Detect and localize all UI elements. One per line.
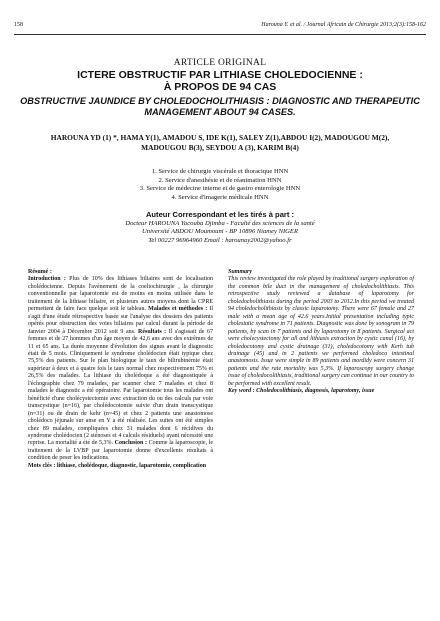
- keywords-fr-text: lithiase, cholédoque, diagnostic, laparotomie, complication: [55, 462, 207, 469]
- affiliation-4: 4. Service d'imagerie médicale HNN: [171, 193, 269, 201]
- conclusion-label: Conclusion :: [114, 440, 147, 447]
- author-list: HAROUNA YD (1) *, HAMA Y(1), AMADOU S, IDE K(1), SALEY Z(1),ABDOU I(2), MADOUGOU M(2), MADOUGOU B(3), SEYDOU A (3), KARIM B(4): [50, 133, 390, 152]
- title-french-line2: À PROPOS DE 94 CAS: [163, 81, 277, 93]
- summary-text: This review investigated the role played by traditional surgery exploration of the common bile duct in the management of choledocholithiasis. This retrospective study reviewed a database of laparotomy for choledocholithiasis during the period 2003 to 2012.In this period we treated 94 choledocholithiasis by classic laparotomy. There were 67 female and 27 male with a mean age of 42.6 years.Initial presentation including typic cholestatic syndrome in 71 patients. Diagnostic was done by sonogram in 79 patients, by scan in 7 patients and by laparotomy in 8 patients. Surgical act were cholecystectomy for all and lithiasis extraction by cystic canal (16), by choledocotomy and cystic drainage (31), choledocotomy with Kerh tub drainage (45) and in 2 patients we performed choledoco intestinal anastomosis. Issue were simple in 89 patients and mordidy were concern 31 patients and the rate mortality was 5,3%. If laparoscopy surgery change issue of choledocolithiasis, traditional surgery can continue in our country to be performed with excellent result.: [228, 276, 414, 387]
- results-text: Il s'agissait de 67 femmes et de 27 hommes d'un âge moyen de 42,6 ans avec des extrêmes de 11 et 65 ans. La durée moyenne d'évolution des signes avant le diagnostic était de 5 mois. Cliniquement le syndrome cholédocien était typique chez 75,5% des patients. Sur le plan biologique le taux de bilirubinémie était supérieur à deux et à quatre fois le taux normal chez respectivement 75% et 26,5% des malades. La lithiase du cholédoque a été diagnostiquée à l'échographie chez 79 malades, par scanner chez 7 malades et chez 8 malades le diagnostic a été opératoire. Par laparotomie tous les malades ont bénéficié d'une cholécystectomie avec extraction du ou des calculs par voie transcystique (n=16), par cholédocotomie suivie d'un drain transcystique (n=31) ou de drain de kehr (n=45) et chez 2 patients une anastomose cholédoco jéjunale sur anse en Y a été réalisée. Les suites ont été simples chez 89 malades, compliquées chez 31 malades dont 6 récidives du syndrome cholédocien (2 sténoses et 4 calculs résiduels) ayant nécessité une reprise. La mortalité a été de 5,3%.: [28, 328, 213, 447]
- methods-text: Il s'agit d'une étude rétrospective basée sur l'analyse des dossiers des patients opérés pour obstruction des voies biliaires par calcul durant la période de Janvier 2004 à Décembre 2012 soit 9 ans.: [28, 306, 213, 335]
- summary-column: [228, 269, 414, 396]
- resume-column: [28, 269, 213, 470]
- header-rule: [14, 34, 426, 35]
- correspondence-line-2: Université ABDOU Moumouni - BP 10896 Niamey NIGER: [142, 228, 298, 236]
- affiliations: [14, 168, 426, 202]
- correspondence-line-1: Docteur HAROUNA Yacouba Djimba - Faculté des sciences de la santé: [125, 220, 315, 227]
- title-french: [14, 69, 426, 93]
- conclusion-text: Comme la laparoscopie, le traitement de la LVBP par laparotomie donne d'excellents résultats à condition de peser les indications.: [28, 440, 213, 462]
- correspondence-title: Auteur Correspondant et les tirés à part :: [145, 210, 295, 219]
- title-english: OBSTRUCTIVE JAUNDICE BY CHOLEDOCHOLITHIASIS : DIAGNOSTIC AND THERAPEUTIC MANAGEMENT ABOUT 94 CASES.: [20, 96, 420, 117]
- keywords-en-text: Choledocolithiasis, diagnosis, laparotomy, issue: [254, 388, 375, 395]
- keywords-fr-label: Mots clés :: [28, 462, 56, 469]
- article-type: ARTICLE ORIGINAL: [173, 58, 267, 68]
- title-french-line1: ICTERE OBSTRUCTIF PAR LITHIASE CHOLEDOCIENNE :: [77, 69, 363, 81]
- intro-label: Introduction :: [28, 276, 66, 283]
- resume-heading: Résumé :: [28, 269, 52, 275]
- running-header: [14, 22, 426, 34]
- affiliation-3: 3. Service de médecine interne et de gastro enterologie HNN: [139, 185, 301, 193]
- affiliation-2: 2. Service d'anesthésie et de réanimation HNN: [158, 176, 282, 184]
- summary-heading: Summary: [228, 269, 253, 275]
- affiliation-1: 1. Service de chirurgie viscérale et thoracique HNN: [151, 168, 289, 175]
- methods-label: Malades et méthodes :: [148, 306, 208, 313]
- journal-citation: Harouna Y. et al. / Journal Africain de Chirurgie 2013;2(3):158-162: [261, 22, 426, 28]
- results-label: Résultats :: [137, 328, 167, 335]
- correspondence-line-3: Tel 00227 96964960 Email : harounay2002@yahoo.fr: [148, 236, 292, 244]
- intro-text: Plus de 10% des lithiases biliaires sont de localisation cholédocienne. Depuis l'avènement de la coeliochirurgie , la chirurgie conventionnelle par laparotomie est de moins en moins utilisée dans le traitement de la lithiase biliaire, et plusieurs autres moyens dont la CPRE permettent de faire face quelque soit le tableau.: [28, 276, 213, 313]
- page-number: 158: [14, 22, 23, 28]
- correspondence-details: [14, 220, 426, 245]
- keywords-en-label: Key word :: [228, 388, 255, 395]
